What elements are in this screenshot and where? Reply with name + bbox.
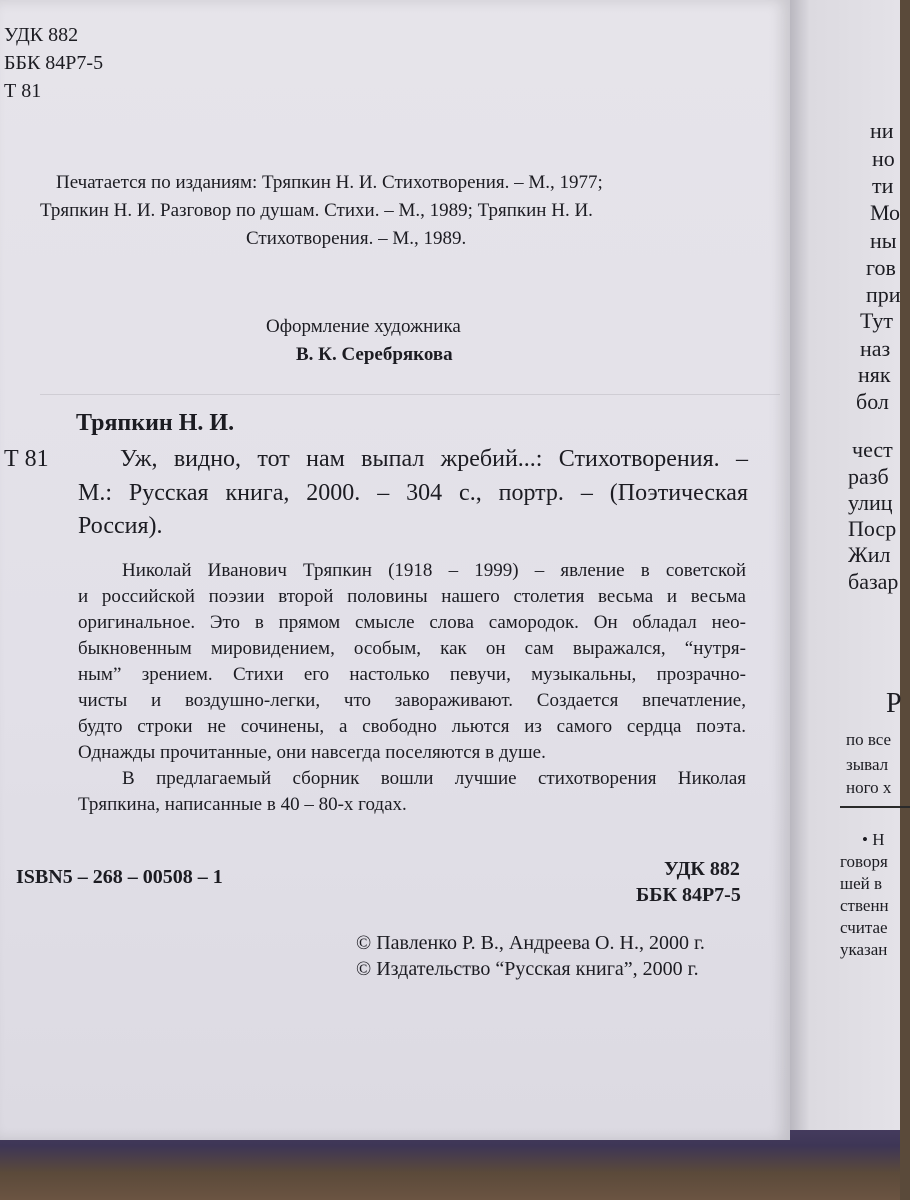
right-fragment: ти [872, 173, 894, 198]
right-fragment: ни [870, 118, 894, 143]
design-credit-name: В. К. Серебрякова [296, 344, 453, 365]
divider-line [40, 394, 780, 395]
copyright-line-2: © Издательство “Русская книга”, 2000 г. [356, 958, 699, 980]
right-fragment: Поср [848, 516, 897, 541]
bbk-code-top: ББК 84Р7-5 [4, 52, 104, 74]
udk-code-bottom: УДК 882 [664, 858, 740, 880]
annotation-line-2: и российской поэзии второй половины нашего столетия весьма и весьма [78, 586, 746, 607]
right-fragment: указан [840, 940, 888, 959]
right-fragment: чест [852, 437, 893, 462]
right-fragment: улиц [848, 490, 893, 515]
right-fragment: • Н [862, 830, 885, 849]
annotation-line-1: Николай Иванович Тряпкин (1918 – 1999) – явление в советской [122, 560, 746, 581]
right-fragment: ны [870, 228, 897, 253]
catalog-line-2: М.: Русская книга, 2000. – 304 с., портр. – (Поэтическая [78, 480, 748, 506]
right-fragment: наз [860, 336, 891, 361]
right-fragment: Тут [860, 308, 893, 333]
source-note-line-1: Печатается по изданиям: Тряпкин Н. И. Стихотворения. – М., 1977; [56, 172, 603, 193]
facing-page-fragment [790, 0, 900, 1130]
right-fragment: Мо [870, 200, 901, 225]
catalog-author-mark: Т 81 [4, 446, 49, 472]
footnote-rule [840, 806, 910, 808]
right-fragment: няк [858, 362, 891, 387]
bbk-code-bottom: ББК 84Р7-5 [636, 884, 741, 906]
copyright-line-1: © Павленко Р. В., Андреева О. Н., 2000 г. [356, 932, 705, 954]
right-fragment: по все [846, 730, 892, 749]
source-note-line-2: Тряпкин Н. И. Разговор по душам. Стихи. – М., 1989; Тряпкин Н. И. [40, 200, 593, 221]
right-fragment: Жил [848, 542, 891, 567]
annotation-line-4: быкновенным мировидением, особым, как он сам выражался, “нутря- [78, 638, 746, 659]
annotation-line-10: Тряпкина, написанные в 40 – 80-х годах. [78, 794, 407, 815]
right-fragment: ственн [840, 896, 889, 915]
catalog-author: Тряпкин Н. И. [76, 410, 235, 436]
right-fragment: зывал [846, 755, 889, 774]
isbn: ISBN5 – 268 – 00508 – 1 [16, 866, 223, 888]
right-fragment: гов [866, 255, 896, 280]
right-fragment: но [872, 146, 895, 171]
udk-code-top: УДК 882 [4, 24, 79, 46]
right-fragment: говоря [840, 852, 888, 871]
right-fragment: при [866, 282, 901, 307]
right-fragment: ного х [846, 778, 892, 797]
catalog-line-1: Уж, видно, тот нам выпал жребий...: Стихотворения. – [120, 446, 748, 472]
right-fragment: разб [848, 464, 889, 489]
annotation-line-3: оригинальное. Это в прямом смысле слова самородок. Он обладал нео- [78, 612, 746, 633]
annotation-line-9: В предлагаемый сборник вошли лучшие стихотворения Николая [122, 768, 746, 789]
right-fragment: считае [840, 918, 888, 937]
right-fragment: Р [886, 688, 902, 719]
annotation-line-7: будто строки не сочинены, а свободно льются из самого сердца поэта. [78, 716, 746, 737]
right-fragment: шей в [840, 874, 883, 893]
design-credit-label: Оформление художника [266, 316, 461, 337]
author-mark-top: Т 81 [4, 80, 42, 102]
annotation-line-6: чисты и воздушно-легки, что завораживают. Создается впечатление, [78, 690, 746, 711]
catalog-line-3: Россия). [78, 513, 163, 539]
annotation-line-8: Однажды прочитанные, они навсегда поселяются в душе. [78, 742, 546, 763]
annotation-line-5: ным” зрением. Стихи его настолько певучи, музыкальны, прозрачно- [78, 664, 746, 685]
source-note-line-3: Стихотворения. – М., 1989. [246, 228, 467, 249]
right-fragment: базар [848, 569, 899, 594]
right-fragment: бол [856, 389, 889, 414]
